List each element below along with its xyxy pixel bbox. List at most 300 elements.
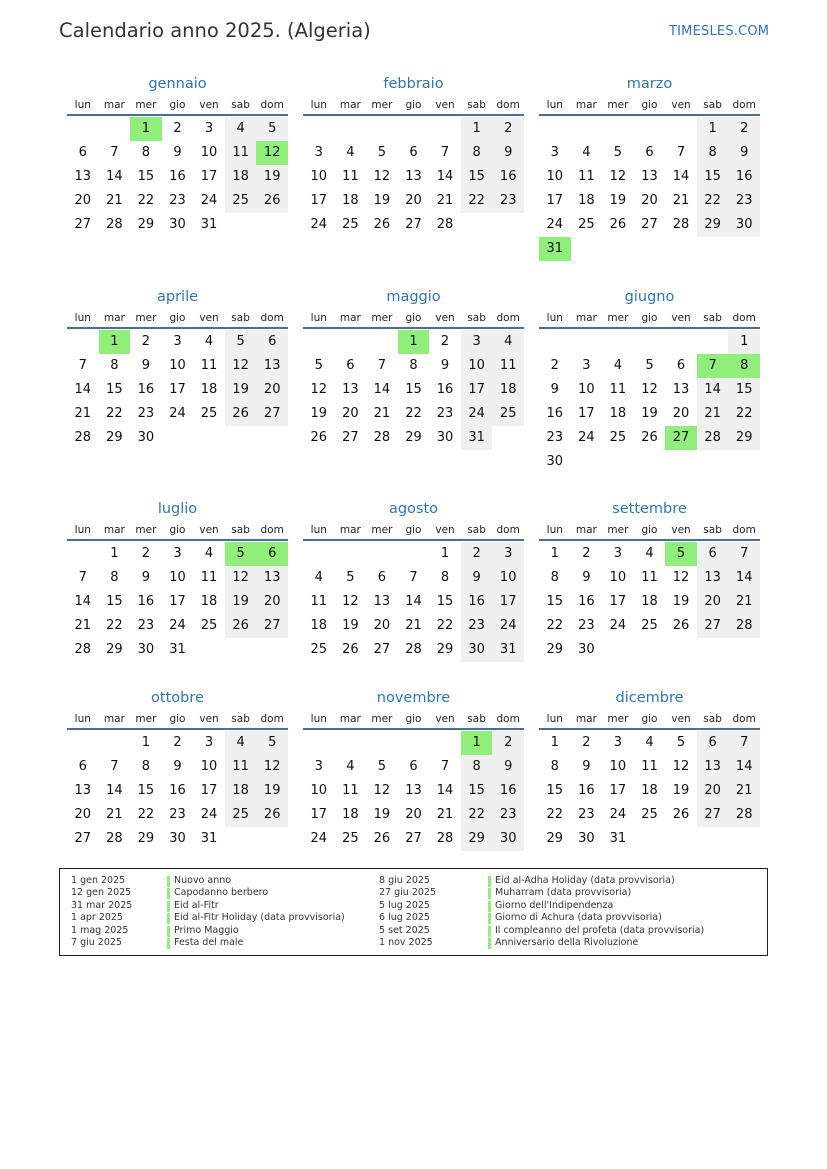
- day-cell[interactable]: 11: [641, 570, 658, 585]
- day-cell[interactable]: 7: [728, 731, 760, 755]
- day-cell[interactable]: 19: [256, 779, 288, 803]
- day-cell[interactable]: 19: [672, 594, 690, 609]
- day-cell[interactable]: 29: [137, 217, 155, 232]
- day-cell[interactable]: 8: [141, 759, 151, 774]
- day-cell[interactable]: 2: [461, 542, 493, 566]
- day-cell[interactable]: 21: [106, 193, 123, 208]
- day-cell[interactable]: 23: [492, 803, 524, 827]
- day-cell-holiday[interactable]: 7: [697, 354, 729, 378]
- day-cell[interactable]: 20: [373, 618, 391, 633]
- day-cell[interactable]: 4: [645, 735, 654, 750]
- day-cell[interactable]: 22: [137, 193, 155, 208]
- day-cell[interactable]: 19: [373, 807, 391, 822]
- day-cell[interactable]: 17: [200, 169, 218, 184]
- day-cell[interactable]: 16: [728, 165, 760, 189]
- day-cell[interactable]: 12: [225, 354, 257, 378]
- day-cell[interactable]: 10: [492, 566, 524, 590]
- day-cell[interactable]: 1: [550, 735, 559, 750]
- day-cell[interactable]: 28: [106, 831, 123, 846]
- day-cell[interactable]: 13: [672, 382, 690, 397]
- day-cell[interactable]: 10: [461, 354, 493, 378]
- day-cell[interactable]: 2: [141, 546, 151, 561]
- day-cell[interactable]: 3: [492, 542, 524, 566]
- day-cell[interactable]: 18: [200, 594, 218, 609]
- day-cell-holiday[interactable]: 27: [665, 426, 697, 450]
- day-cell[interactable]: 9: [141, 570, 151, 585]
- day-cell[interactable]: 5: [256, 731, 288, 755]
- day-cell[interactable]: 8: [550, 570, 559, 585]
- day-cell[interactable]: 4: [314, 570, 323, 585]
- day-cell[interactable]: 13: [697, 755, 729, 779]
- day-cell[interactable]: 27: [256, 402, 288, 426]
- day-cell-holiday[interactable]: 1: [461, 731, 493, 755]
- day-cell[interactable]: 22: [106, 406, 123, 421]
- day-cell[interactable]: 15: [106, 594, 123, 609]
- day-cell[interactable]: 11: [310, 594, 328, 609]
- day-cell[interactable]: 12: [641, 382, 658, 397]
- day-cell[interactable]: 25: [225, 803, 257, 827]
- day-cell[interactable]: 18: [342, 193, 359, 208]
- day-cell[interactable]: 15: [546, 783, 564, 798]
- day-cell[interactable]: 17: [461, 378, 493, 402]
- day-cell[interactable]: 26: [256, 189, 288, 213]
- day-cell[interactable]: 30: [546, 454, 564, 469]
- day-cell[interactable]: 20: [74, 193, 92, 208]
- day-cell[interactable]: 23: [461, 614, 493, 638]
- day-cell[interactable]: 14: [405, 594, 422, 609]
- day-cell[interactable]: 26: [373, 831, 391, 846]
- day-cell[interactable]: 22: [728, 402, 760, 426]
- day-cell[interactable]: 11: [225, 755, 257, 779]
- day-cell[interactable]: 15: [137, 783, 155, 798]
- day-cell[interactable]: 3: [613, 546, 623, 561]
- day-cell[interactable]: 23: [492, 189, 524, 213]
- day-cell[interactable]: 23: [578, 618, 595, 633]
- day-cell[interactable]: 15: [461, 165, 493, 189]
- day-cell[interactable]: 29: [546, 831, 564, 846]
- day-cell[interactable]: 22: [137, 807, 155, 822]
- day-cell[interactable]: 16: [578, 594, 595, 609]
- day-cell[interactable]: 16: [461, 590, 493, 614]
- day-cell[interactable]: 27: [405, 831, 422, 846]
- day-cell[interactable]: 3: [173, 334, 182, 349]
- day-cell[interactable]: 2: [582, 546, 591, 561]
- day-cell[interactable]: 18: [609, 406, 627, 421]
- day-cell[interactable]: 29: [106, 430, 123, 445]
- day-cell[interactable]: 21: [728, 590, 760, 614]
- day-cell[interactable]: 3: [314, 145, 323, 160]
- day-cell[interactable]: 30: [578, 831, 595, 846]
- day-cell[interactable]: 18: [225, 779, 257, 803]
- day-cell[interactable]: 30: [436, 430, 454, 445]
- day-cell[interactable]: 16: [137, 594, 155, 609]
- day-cell[interactable]: 25: [225, 189, 257, 213]
- day-cell[interactable]: 31: [609, 831, 627, 846]
- day-cell[interactable]: 29: [546, 642, 564, 657]
- day-cell[interactable]: 1: [697, 117, 729, 141]
- day-cell[interactable]: 18: [310, 618, 328, 633]
- day-cell[interactable]: 6: [409, 759, 418, 774]
- day-cell[interactable]: 22: [697, 189, 729, 213]
- day-cell[interactable]: 3: [173, 546, 182, 561]
- day-cell[interactable]: 13: [641, 169, 658, 184]
- day-cell[interactable]: 27: [405, 217, 422, 232]
- day-cell[interactable]: 19: [641, 406, 658, 421]
- day-cell[interactable]: 18: [641, 594, 658, 609]
- day-cell[interactable]: 1: [550, 546, 559, 561]
- day-cell[interactable]: 2: [141, 334, 151, 349]
- day-cell[interactable]: 6: [346, 358, 355, 373]
- day-cell[interactable]: 4: [582, 145, 591, 160]
- day-cell[interactable]: 8: [461, 141, 493, 165]
- day-cell[interactable]: 15: [137, 169, 155, 184]
- day-cell[interactable]: 21: [74, 406, 92, 421]
- day-cell[interactable]: 25: [641, 807, 658, 822]
- day-cell[interactable]: 27: [74, 831, 92, 846]
- day-cell[interactable]: 30: [461, 638, 493, 662]
- day-cell[interactable]: 28: [436, 217, 454, 232]
- day-cell[interactable]: 7: [110, 759, 119, 774]
- day-cell[interactable]: 25: [310, 642, 328, 657]
- day-cell[interactable]: 16: [436, 382, 454, 397]
- day-cell[interactable]: 16: [546, 406, 564, 421]
- day-cell[interactable]: 22: [546, 807, 564, 822]
- day-cell[interactable]: 13: [697, 566, 729, 590]
- day-cell[interactable]: 19: [256, 165, 288, 189]
- day-cell-holiday[interactable]: 31: [539, 237, 571, 261]
- day-cell[interactable]: 8: [110, 358, 119, 373]
- day-cell[interactable]: 2: [728, 117, 760, 141]
- day-cell[interactable]: 24: [310, 831, 328, 846]
- day-cell[interactable]: 1: [728, 330, 760, 354]
- day-cell[interactable]: 24: [609, 618, 627, 633]
- day-cell[interactable]: 3: [582, 358, 591, 373]
- day-cell[interactable]: 26: [342, 642, 359, 657]
- day-cell[interactable]: 19: [225, 378, 257, 402]
- day-cell[interactable]: 10: [609, 570, 627, 585]
- day-cell[interactable]: 25: [200, 406, 218, 421]
- day-cell[interactable]: 17: [492, 590, 524, 614]
- day-cell[interactable]: 19: [342, 618, 359, 633]
- day-cell[interactable]: 23: [137, 618, 155, 633]
- day-cell[interactable]: 9: [728, 141, 760, 165]
- day-cell[interactable]: 11: [342, 169, 359, 184]
- day-cell[interactable]: 17: [169, 382, 186, 397]
- day-cell[interactable]: 9: [492, 755, 524, 779]
- day-cell[interactable]: 1: [141, 735, 151, 750]
- day-cell[interactable]: 24: [200, 193, 218, 208]
- day-cell[interactable]: 8: [697, 141, 729, 165]
- day-cell[interactable]: 11: [578, 169, 595, 184]
- day-cell[interactable]: 6: [697, 731, 729, 755]
- day-cell[interactable]: 15: [697, 165, 729, 189]
- day-cell[interactable]: 7: [377, 358, 387, 373]
- day-cell[interactable]: 14: [672, 169, 690, 184]
- day-cell[interactable]: 28: [74, 642, 92, 657]
- day-cell[interactable]: 24: [578, 430, 595, 445]
- day-cell[interactable]: 9: [173, 759, 182, 774]
- day-cell[interactable]: 18: [342, 807, 359, 822]
- day-cell[interactable]: 6: [697, 542, 729, 566]
- day-cell[interactable]: 25: [578, 217, 595, 232]
- day-cell[interactable]: 6: [645, 145, 654, 160]
- day-cell[interactable]: 23: [137, 406, 155, 421]
- day-cell[interactable]: 23: [546, 430, 564, 445]
- day-cell[interactable]: 20: [641, 193, 658, 208]
- day-cell[interactable]: 28: [436, 831, 454, 846]
- day-cell[interactable]: 27: [342, 430, 359, 445]
- day-cell[interactable]: 3: [314, 759, 323, 774]
- day-cell[interactable]: 24: [492, 614, 524, 638]
- day-cell[interactable]: 17: [169, 594, 186, 609]
- day-cell[interactable]: 15: [405, 382, 422, 397]
- day-cell[interactable]: 10: [310, 169, 328, 184]
- day-cell[interactable]: 27: [697, 614, 729, 638]
- day-cell[interactable]: 9: [550, 382, 559, 397]
- day-cell-holiday[interactable]: 1: [130, 117, 162, 141]
- day-cell[interactable]: 21: [405, 618, 422, 633]
- day-cell[interactable]: 8: [550, 759, 559, 774]
- day-cell[interactable]: 18: [492, 378, 524, 402]
- day-cell[interactable]: 31: [461, 426, 493, 450]
- day-cell[interactable]: 5: [314, 358, 323, 373]
- day-cell[interactable]: 16: [137, 382, 155, 397]
- day-cell[interactable]: 31: [492, 638, 524, 662]
- day-cell[interactable]: 28: [728, 803, 760, 827]
- day-cell[interactable]: 2: [492, 117, 524, 141]
- day-cell[interactable]: 1: [461, 117, 493, 141]
- day-cell[interactable]: 24: [310, 217, 328, 232]
- day-cell[interactable]: 4: [346, 759, 355, 774]
- day-cell[interactable]: 28: [728, 614, 760, 638]
- day-cell[interactable]: 13: [74, 169, 92, 184]
- day-cell[interactable]: 11: [225, 141, 257, 165]
- day-cell[interactable]: 26: [641, 430, 658, 445]
- day-cell-holiday[interactable]: 1: [99, 330, 131, 354]
- day-cell[interactable]: 5: [377, 145, 387, 160]
- day-cell[interactable]: 24: [461, 402, 493, 426]
- day-cell[interactable]: 20: [405, 193, 422, 208]
- day-cell[interactable]: 9: [582, 759, 591, 774]
- day-cell[interactable]: 31: [200, 831, 218, 846]
- day-cell[interactable]: 13: [405, 783, 422, 798]
- day-cell[interactable]: 23: [436, 406, 454, 421]
- day-cell[interactable]: 29: [405, 430, 422, 445]
- day-cell[interactable]: 10: [200, 145, 218, 160]
- day-cell[interactable]: 9: [440, 358, 450, 373]
- day-cell[interactable]: 5: [613, 145, 623, 160]
- day-cell[interactable]: 13: [342, 382, 359, 397]
- day-cell[interactable]: 24: [169, 618, 186, 633]
- day-cell[interactable]: 5: [645, 358, 654, 373]
- day-cell[interactable]: 14: [728, 566, 760, 590]
- day-cell[interactable]: 5: [676, 735, 686, 750]
- day-cell[interactable]: 7: [110, 145, 119, 160]
- day-cell[interactable]: 6: [409, 145, 418, 160]
- day-cell[interactable]: 17: [578, 406, 595, 421]
- day-cell[interactable]: 10: [578, 382, 595, 397]
- day-cell[interactable]: 31: [200, 217, 218, 232]
- day-cell[interactable]: 29: [436, 642, 454, 657]
- day-cell[interactable]: 13: [405, 169, 422, 184]
- day-cell[interactable]: 20: [672, 406, 690, 421]
- day-cell[interactable]: 19: [672, 783, 690, 798]
- day-cell[interactable]: 4: [225, 731, 257, 755]
- day-cell[interactable]: 13: [256, 566, 288, 590]
- day-cell[interactable]: 7: [440, 759, 450, 774]
- day-cell[interactable]: 9: [492, 141, 524, 165]
- day-cell[interactable]: 5: [377, 759, 387, 774]
- day-cell[interactable]: 22: [436, 618, 454, 633]
- day-cell[interactable]: 26: [609, 217, 627, 232]
- day-cell[interactable]: 16: [169, 169, 186, 184]
- day-cell[interactable]: 25: [641, 618, 658, 633]
- day-cell[interactable]: 7: [676, 145, 686, 160]
- day-cell[interactable]: 8: [440, 570, 450, 585]
- day-cell[interactable]: 20: [697, 779, 729, 803]
- day-cell[interactable]: 6: [78, 145, 87, 160]
- day-cell[interactable]: 22: [546, 618, 564, 633]
- day-cell[interactable]: 12: [672, 570, 690, 585]
- day-cell[interactable]: 23: [728, 189, 760, 213]
- day-cell[interactable]: 27: [256, 614, 288, 638]
- day-cell[interactable]: 25: [492, 402, 524, 426]
- day-cell[interactable]: 14: [373, 382, 391, 397]
- day-cell[interactable]: 2: [550, 358, 559, 373]
- day-cell[interactable]: 3: [204, 735, 214, 750]
- day-cell-holiday[interactable]: 8: [728, 354, 760, 378]
- day-cell[interactable]: 4: [225, 117, 257, 141]
- day-cell[interactable]: 10: [169, 570, 186, 585]
- day-cell[interactable]: 26: [310, 430, 328, 445]
- day-cell-holiday[interactable]: 12: [256, 141, 288, 165]
- day-cell[interactable]: 10: [200, 759, 218, 774]
- day-cell[interactable]: 24: [546, 217, 564, 232]
- day-cell[interactable]: 4: [645, 546, 654, 561]
- day-cell[interactable]: 23: [578, 807, 595, 822]
- day-cell[interactable]: 25: [342, 217, 359, 232]
- day-cell[interactable]: 29: [106, 642, 123, 657]
- day-cell-holiday[interactable]: 6: [256, 542, 288, 566]
- day-cell[interactable]: 5: [256, 117, 288, 141]
- day-cell[interactable]: 17: [609, 783, 627, 798]
- day-cell[interactable]: 4: [204, 546, 214, 561]
- day-cell[interactable]: 15: [106, 382, 123, 397]
- day-cell[interactable]: 14: [74, 594, 92, 609]
- day-cell[interactable]: 21: [74, 618, 92, 633]
- day-cell[interactable]: 24: [200, 807, 218, 822]
- day-cell[interactable]: 19: [225, 590, 257, 614]
- day-cell[interactable]: 12: [373, 169, 391, 184]
- day-cell[interactable]: 17: [546, 193, 564, 208]
- day-cell[interactable]: 14: [728, 755, 760, 779]
- day-cell[interactable]: 13: [256, 354, 288, 378]
- day-cell[interactable]: 14: [106, 783, 123, 798]
- day-cell[interactable]: 4: [346, 145, 355, 160]
- day-cell[interactable]: 4: [613, 358, 623, 373]
- day-cell[interactable]: 29: [461, 827, 493, 851]
- day-cell[interactable]: 7: [409, 570, 418, 585]
- day-cell-holiday[interactable]: 5: [225, 542, 257, 566]
- day-cell[interactable]: 21: [436, 807, 454, 822]
- day-cell[interactable]: 16: [578, 783, 595, 798]
- day-cell[interactable]: 2: [173, 121, 182, 136]
- day-cell[interactable]: 30: [137, 430, 155, 445]
- day-cell[interactable]: 26: [225, 614, 257, 638]
- day-cell[interactable]: 23: [169, 807, 186, 822]
- day-cell[interactable]: 18: [200, 382, 218, 397]
- day-cell[interactable]: 2: [492, 731, 524, 755]
- day-cell[interactable]: 6: [377, 570, 387, 585]
- day-cell[interactable]: 20: [342, 406, 359, 421]
- day-cell[interactable]: 28: [672, 217, 690, 232]
- day-cell[interactable]: 22: [461, 803, 493, 827]
- day-cell[interactable]: 12: [373, 783, 391, 798]
- day-cell[interactable]: 14: [106, 169, 123, 184]
- day-cell[interactable]: 10: [546, 169, 564, 184]
- day-cell[interactable]: 3: [204, 121, 214, 136]
- day-cell[interactable]: 25: [200, 618, 218, 633]
- day-cell[interactable]: 24: [169, 406, 186, 421]
- day-cell[interactable]: 27: [641, 217, 658, 232]
- day-cell[interactable]: 3: [461, 330, 493, 354]
- day-cell[interactable]: 6: [256, 330, 288, 354]
- day-cell[interactable]: 14: [436, 783, 454, 798]
- day-cell[interactable]: 20: [74, 807, 92, 822]
- day-cell[interactable]: 2: [440, 334, 450, 349]
- day-cell[interactable]: 26: [225, 402, 257, 426]
- day-cell[interactable]: 7: [728, 542, 760, 566]
- day-cell-holiday[interactable]: 1: [398, 330, 430, 354]
- day-cell[interactable]: 30: [169, 217, 186, 232]
- day-cell[interactable]: 28: [106, 217, 123, 232]
- day-cell[interactable]: 15: [461, 779, 493, 803]
- day-cell[interactable]: 18: [225, 165, 257, 189]
- day-cell[interactable]: 23: [169, 193, 186, 208]
- day-cell[interactable]: 27: [74, 217, 92, 232]
- day-cell[interactable]: 30: [137, 642, 155, 657]
- day-cell[interactable]: 17: [310, 193, 328, 208]
- day-cell-holiday[interactable]: 5: [665, 542, 697, 566]
- day-cell[interactable]: 3: [550, 145, 559, 160]
- day-cell[interactable]: 22: [405, 406, 422, 421]
- day-cell[interactable]: 12: [256, 755, 288, 779]
- day-cell[interactable]: 1: [440, 546, 450, 561]
- day-cell[interactable]: 20: [697, 590, 729, 614]
- day-cell[interactable]: 6: [78, 759, 87, 774]
- day-cell[interactable]: 11: [200, 570, 218, 585]
- day-cell[interactable]: 25: [609, 430, 627, 445]
- day-cell[interactable]: 24: [609, 807, 627, 822]
- day-cell[interactable]: 29: [137, 831, 155, 846]
- day-cell[interactable]: 8: [141, 145, 151, 160]
- day-cell[interactable]: 20: [405, 807, 422, 822]
- day-cell[interactable]: 12: [310, 382, 328, 397]
- day-cell[interactable]: 27: [697, 803, 729, 827]
- day-cell[interactable]: 29: [728, 426, 760, 450]
- day-cell[interactable]: 17: [310, 807, 328, 822]
- day-cell[interactable]: 11: [609, 382, 627, 397]
- day-cell[interactable]: 2: [173, 735, 182, 750]
- day-cell[interactable]: 18: [641, 783, 658, 798]
- day-cell[interactable]: 6: [676, 358, 686, 373]
- day-cell[interactable]: 12: [672, 759, 690, 774]
- day-cell[interactable]: 27: [373, 642, 391, 657]
- day-cell[interactable]: 10: [169, 358, 186, 373]
- day-cell[interactable]: 30: [578, 642, 595, 657]
- day-cell[interactable]: 28: [697, 426, 729, 450]
- day-cell[interactable]: 11: [200, 358, 218, 373]
